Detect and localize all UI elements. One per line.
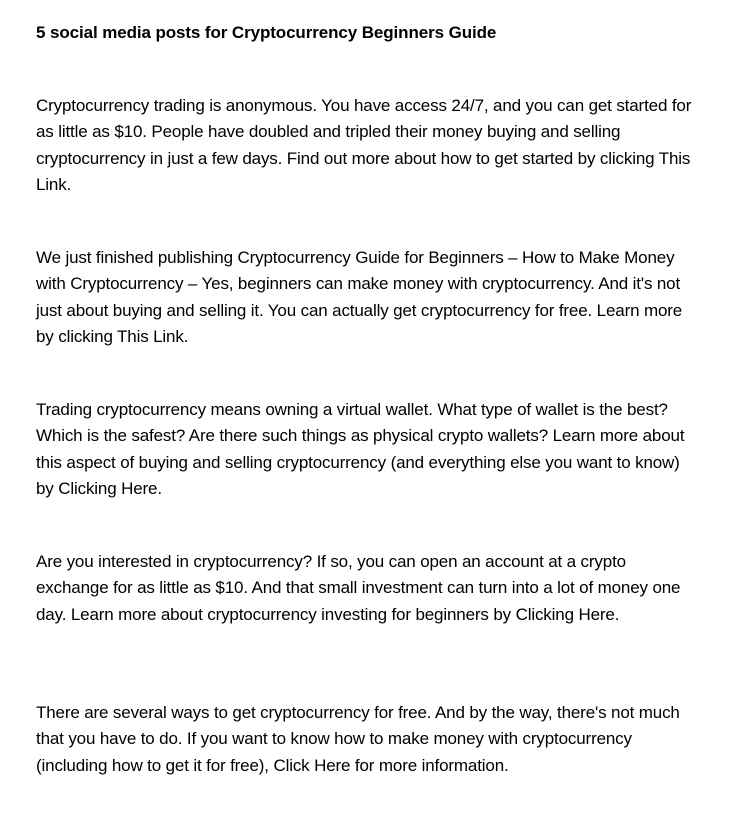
social-post-5: There are several ways to get cryptocurrency for free. And by the way, there's not much that you have to do. If you want to know how to make money with cryptocurrency (including how to get it for free), Click Here for more information. — [36, 703, 680, 775]
social-post-2: We just finished publishing Cryptocurrency Guide for Beginners – How to Make Money with Cryptocurrency – Yes, beginners can make money with cryptocurrency. And it's not just about buying and selling it. You can actually get cryptocurrency for free. Learn more by clicking This Link. — [36, 248, 683, 346]
document-title: 5 social media posts for Cryptocurrency Beginners Guide — [36, 23, 497, 42]
social-post-4: Are you interested in cryptocurrency? If so, you can open an account at a crypto exchange for as little as $10. And that small investment can turn into a lot of money one day. Learn more about cryptocurrency investing for beginners by Clicking Here. — [36, 552, 681, 624]
social-post-3: Trading cryptocurrency means owning a virtual wallet. What type of wallet is the best? Which is the safest? Are there such things as physical crypto wallets? Learn more about this aspect of buying and selling cryptocurrency (and everything else you want to know) by Clicking Here. — [36, 400, 685, 498]
social-post-1: Cryptocurrency trading is anonymous. You have access 24/7, and you can get started for as little as $10. People have doubled and tripled their money buying and selling cryptocurrency in just a few days. Find out more about how to get started by clicking This Link. — [36, 96, 692, 194]
